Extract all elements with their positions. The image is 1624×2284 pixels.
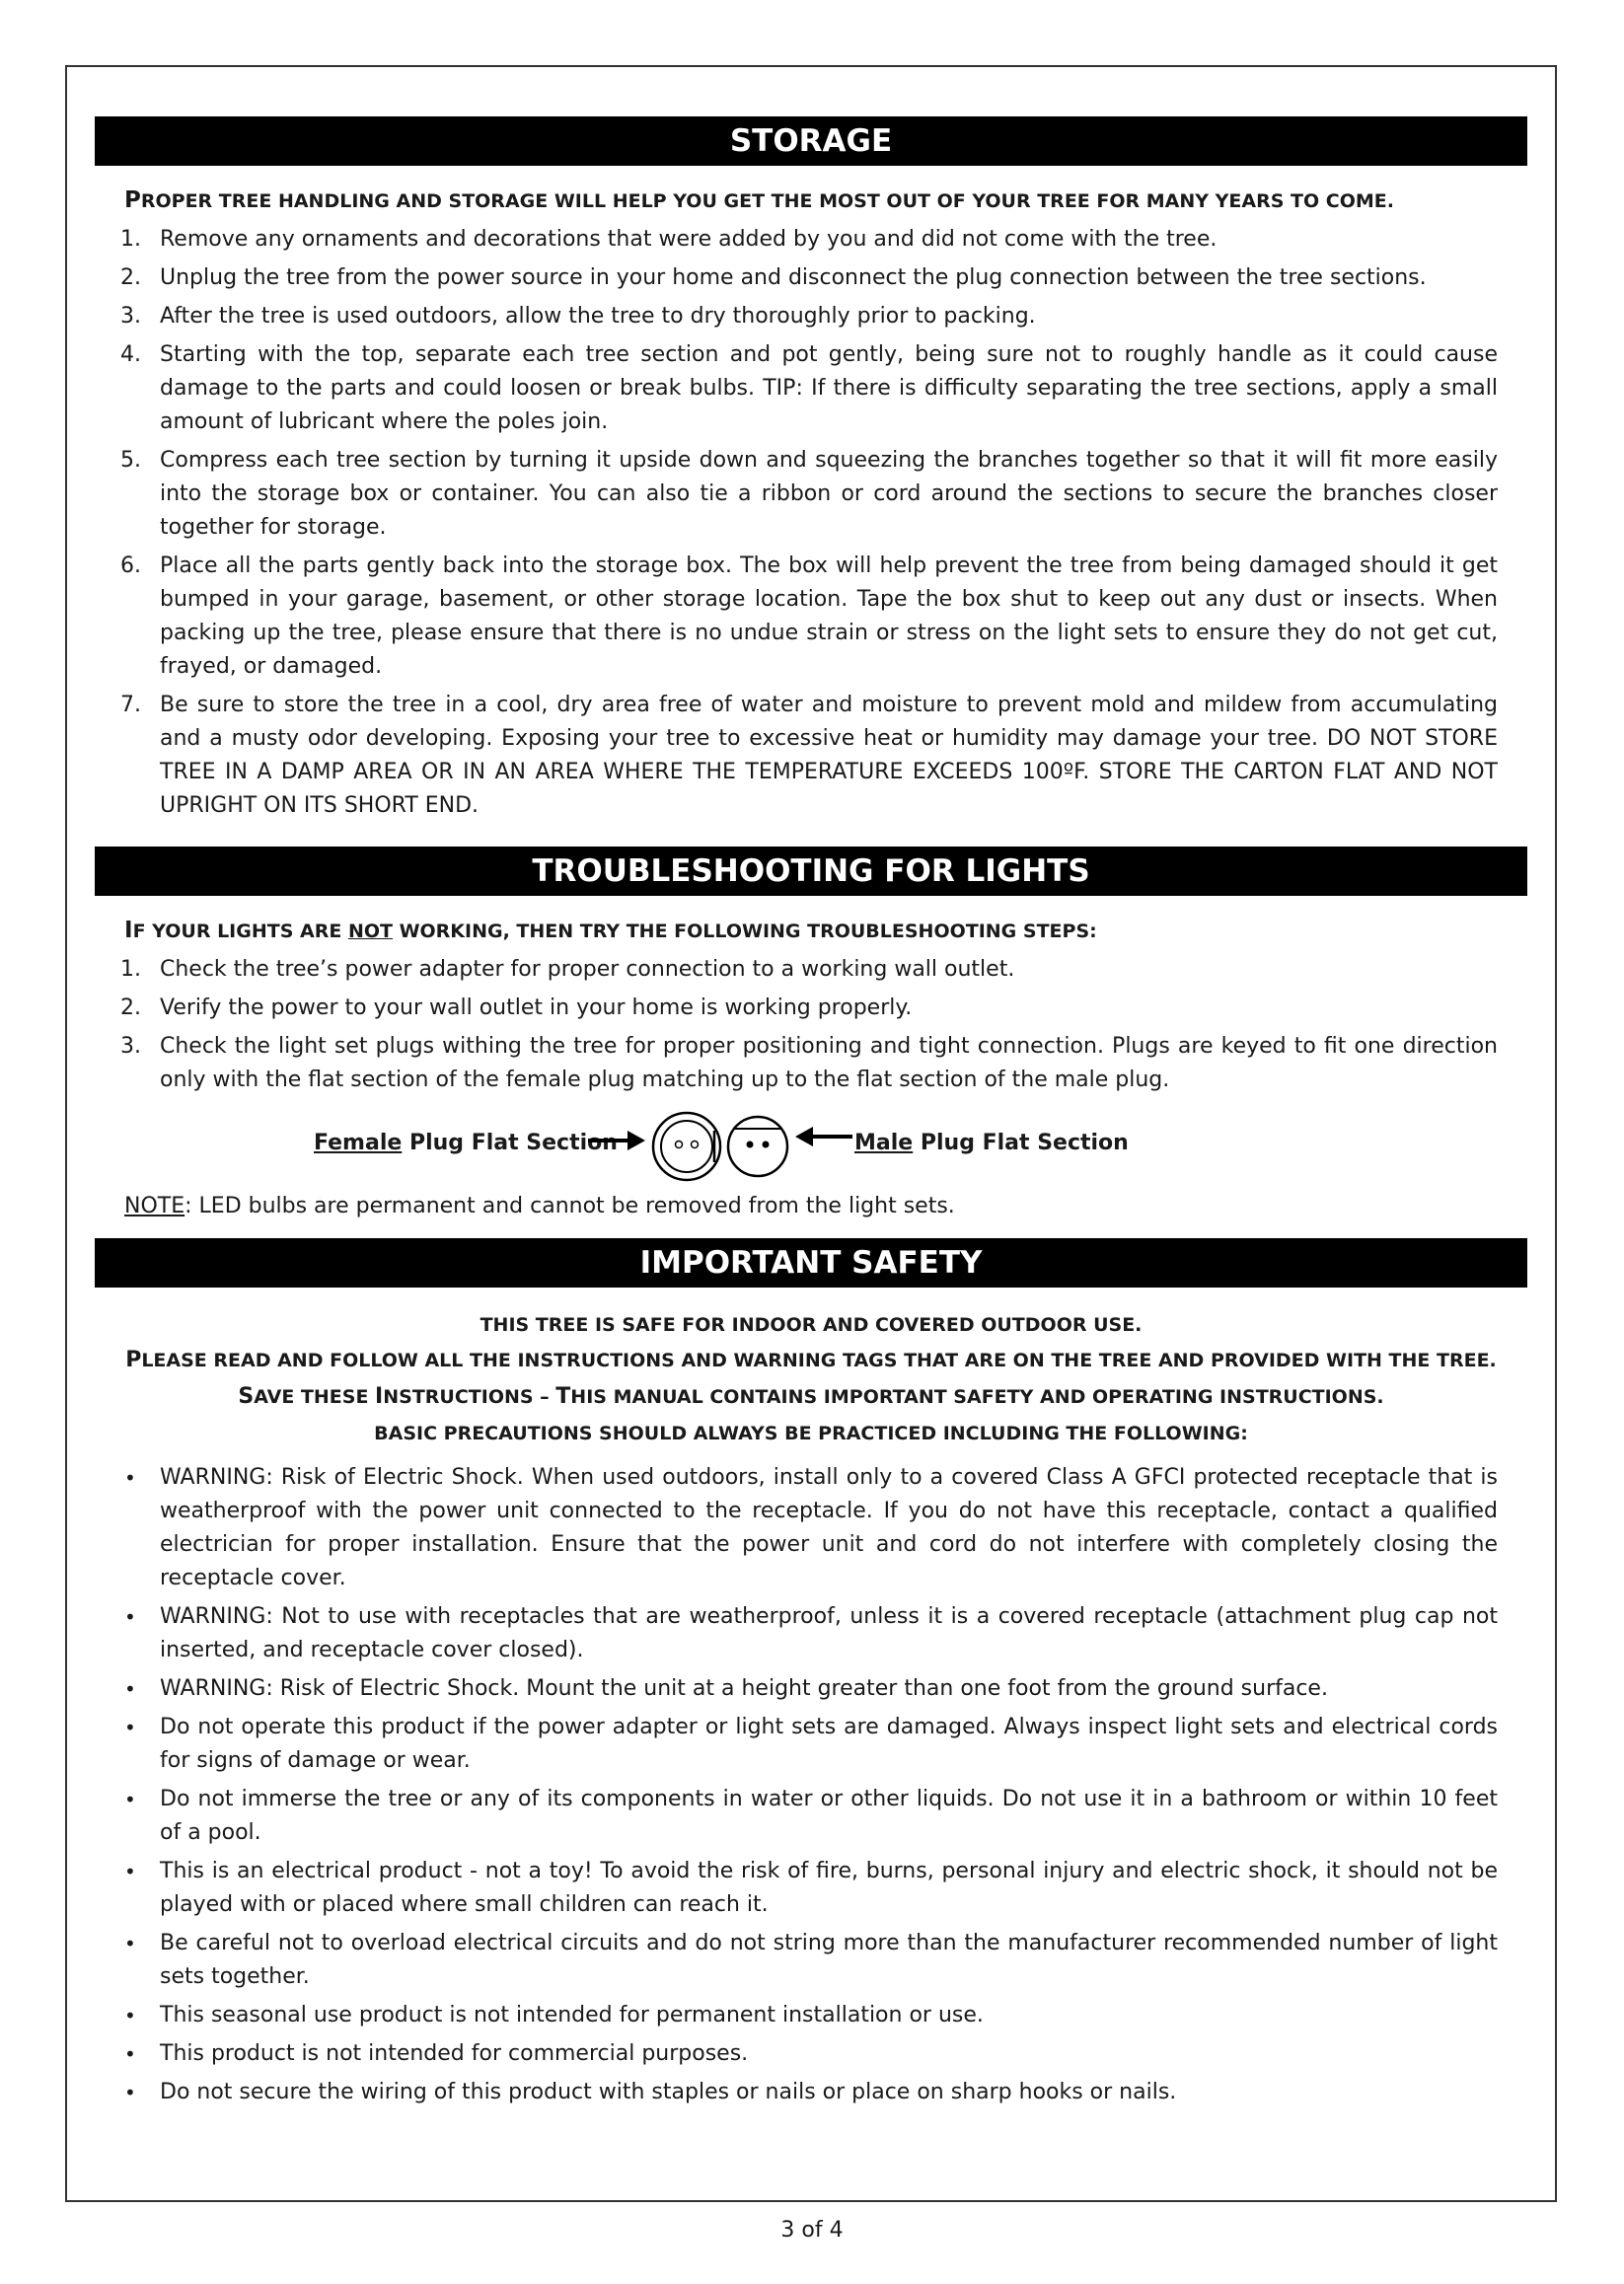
bullet-icon: • (124, 1788, 136, 1811)
item-number: 4. (120, 342, 141, 367)
list-item (95, 1461, 1498, 1595)
female-plug-icon (653, 1113, 720, 1180)
female-word: Female (314, 1131, 403, 1155)
item-number: 3. (120, 1034, 141, 1059)
left-arrow-icon (795, 1127, 852, 1146)
list-item (95, 1030, 1498, 1097)
safety-line-2-first: P (125, 1348, 142, 1372)
item-number: 2. (120, 995, 141, 1020)
item-number: 1. (120, 227, 141, 252)
item-text: Starting with the top, separate each tree section and pot gently, being sure not to roughly handle as it could cause damage to the parts and could loosen or break bulbs. TIP: If there is difficulty separating the tree sections, apply a small amount of lubricant where the poles join. (160, 342, 1498, 434)
list-item (95, 2037, 1498, 2071)
list-item (95, 1783, 1498, 1850)
list-item (95, 992, 1498, 1025)
list-item (95, 953, 1498, 987)
item-text: Place all the parts gently back into the storage box. The box will help prevent the tree from being damaged should it get bumped in your garage, basement, or other storage location. Tape the box shut to keep out any dust or insects. When packing up the tree, please ensure that there is no undue strain or stress on the light sets to ensure they do not get cut, frayed, or damaged. (160, 553, 1498, 679)
note (124, 1194, 1498, 1218)
troubleshooting-list (95, 953, 1527, 1097)
safety-line-3-s: S (238, 1384, 255, 1409)
item-text: Unplug the tree from the power source in your home and disconnect the plug connection between the tree sections. (160, 265, 1427, 290)
item-text: Do not operate this product if the power adapter or light sets are damaged. Always inspect light sets and electrical cords for signs of damage or wear. (160, 1715, 1498, 1773)
safety-line-1: THIS TREE IS SAFE FOR INDOOR AND COVERED OUTDOOR USE. (480, 1314, 1143, 1336)
list-item (95, 223, 1498, 257)
storage-heading: STORAGE (95, 116, 1527, 166)
page-content (95, 116, 1527, 2114)
list-item (95, 1711, 1498, 1778)
bullet-icon: • (124, 1466, 136, 1490)
note-text: : LED bulbs are permanent and cannot be removed from the light sets. (185, 1194, 955, 1218)
list-item (95, 444, 1498, 545)
item-text: After the tree is used outdoors, allow the tree to dry thoroughly prior to packing. (160, 304, 1036, 329)
item-number: 3. (120, 304, 141, 329)
list-item (95, 550, 1498, 684)
item-number: 5. (120, 448, 141, 473)
item-number: 7. (120, 693, 141, 717)
safety-line-3 (95, 1379, 1527, 1416)
list-item (95, 261, 1498, 295)
bullet-icon: • (124, 2081, 136, 2104)
item-number: 1. (120, 957, 141, 982)
item-number: 6. (120, 553, 141, 578)
male-word: Male (854, 1131, 914, 1155)
safety-list (95, 1461, 1527, 2109)
male-rest: Plug Flat Section (913, 1131, 1129, 1155)
list-item (95, 2076, 1498, 2109)
item-text: Verify the power to your wall outlet in your home is working properly. (160, 995, 913, 1020)
plug-illustration (588, 1111, 854, 1182)
list-item (95, 1999, 1498, 2032)
storage-list (95, 223, 1527, 823)
item-text: Do not immerse the tree or any of its components in water or other liquids. Do not use it in a bathroom or within 10 feet of a pool. (160, 1787, 1498, 1845)
plug-diagram (95, 1111, 1527, 1182)
item-text: Check the light set plugs withing the tree for proper positioning and tight connection. Plugs are keyed to fit one direction only with the flat section of the female plug matching up to the flat section of the male plug. (160, 1034, 1498, 1092)
item-text: This seasonal use product is not intended for permanent installation or use. (160, 2003, 984, 2027)
safety-line-2 (95, 1343, 1527, 1379)
troubleshooting-lead-b: WORKING, THEN TRY THE FOLLOWING TROUBLESHOOTING STEPS: (392, 921, 1097, 942)
item-text: WARNING: Risk of Electric Shock. When used outdoors, install only to a covered Class A GFCI protected receptacle that is weatherproof with the power unit connected to the receptacle. If you do not have this receptacle, contact a qualified electrician for proper installation. Ensure that the power unit and cord do not interfere with completely closing the receptacle cover. (160, 1465, 1498, 1590)
list-item (95, 689, 1498, 823)
bullet-icon: • (124, 1605, 136, 1629)
item-text: This is an electrical product - not a toy! To avoid the risk of fire, burns, personal injury and electric shock, it should not be played with or placed where small children can reach it. (160, 1859, 1498, 1917)
item-text: Be sure to store the tree in a cool, dry area free of water and moisture to prevent mold and mildew from accumulating and a musty odor developing. Exposing your tree to excessive heat or humidity may damage your tree. DO NOT STORE TREE IN A DAMP AREA OR IN AN AREA WHERE THE TEMPERATURE EXCEEDS 100ºF. STORE THE CARTON FLAT AND NOT UPRIGHT ON ITS SHORT END. (160, 693, 1498, 818)
female-plug-label (314, 1131, 618, 1155)
troubleshooting-lead-not: NOT (347, 921, 393, 942)
bullet-icon: • (124, 2004, 136, 2027)
safety-line-3-i: I (375, 1384, 384, 1409)
item-text: Remove any ornaments and decorations that were added by you and did not come with the tree. (160, 227, 1218, 252)
note-label: NOTE (124, 1194, 185, 1218)
storage-lead-rest: ROPER TREE HANDLING AND STORAGE WILL HELP YOU GET THE MOST OUT OF YOUR TREE FOR MANY YEARS TO COME. (140, 190, 1394, 212)
item-text: WARNING: Risk of Electric Shock. Mount the unit at a height greater than one foot from the ground surface. (160, 1676, 1328, 1701)
page-number: 3 of 4 (780, 2218, 844, 2243)
list-item (95, 300, 1498, 333)
storage-lead (124, 187, 1498, 213)
troubleshooting-lead-a: F YOUR LIGHTS ARE (132, 921, 348, 942)
safety-line-3-c: HIS MANUAL CONTAINS IMPORTANT SAFETY AND OPERATING INSTRUCTIONS. (570, 1386, 1384, 1408)
troubleshooting-lead (124, 918, 1498, 943)
safety-line-4: BASIC PRECAUTIONS SHOULD ALWAYS BE PRACTICED INCLUDING THE FOLLOWING: (374, 1423, 1248, 1444)
storage-lead-first: P (124, 187, 141, 213)
item-text: This product is not intended for commercial purposes. (160, 2041, 749, 2066)
safety-intro (95, 1307, 1527, 1451)
bullet-icon: • (124, 1932, 136, 1955)
item-text: WARNING: Not to use with receptacles that are weatherproof, unless it is a covered receptacle (attachment plug cap not inserted, and receptacle cover closed). (160, 1604, 1498, 1662)
item-number: 2. (120, 265, 141, 290)
bullet-icon: • (124, 2042, 136, 2066)
item-text: Check the tree’s power adapter for proper connection to a working wall outlet. (160, 957, 1015, 982)
list-item (95, 338, 1498, 439)
troubleshooting-lead-first: I (124, 918, 133, 943)
list-item (95, 1600, 1498, 1667)
bullet-icon: • (124, 1860, 136, 1883)
safety-line-3-a: AVE THESE (254, 1386, 376, 1408)
female-rest: Plug Flat Section (402, 1131, 618, 1155)
list-item (95, 1927, 1498, 1994)
list-item (95, 1672, 1498, 1706)
male-plug-icon (728, 1117, 787, 1176)
troubleshooting-heading: TROUBLESHOOTING FOR LIGHTS (95, 847, 1527, 896)
list-item (95, 1855, 1498, 1922)
right-arrow-icon (588, 1131, 645, 1150)
item-text: Compress each tree section by turning it upside down and squeezing the branches together so that it will fit more easily into the storage box or container. You can also tie a ribbon or cord around the sections to secure the branches closer together for storage. (160, 448, 1498, 540)
safety-line-3-t: T (555, 1384, 571, 1409)
safety-heading: IMPORTANT SAFETY (95, 1238, 1527, 1288)
male-plug-label (854, 1131, 1129, 1155)
bullet-icon: • (124, 1716, 136, 1739)
item-text: Be careful not to overload electrical circuits and do not string more than the manufacturer recommended number of light sets together. (160, 1931, 1498, 1989)
safety-line-2-rest: LEASE READ AND FOLLOW ALL THE INSTRUCTIONS AND WARNING TAGS THAT ARE ON THE TREE AND PROVIDED WITH THE TREE. (141, 1350, 1497, 1371)
bullet-icon: • (124, 1677, 136, 1701)
safety-line-3-b: NSTRUCTIONS – (383, 1386, 556, 1408)
item-text: Do not secure the wiring of this product with staples or nails or place on sharp hooks or nails. (160, 2080, 1177, 2104)
